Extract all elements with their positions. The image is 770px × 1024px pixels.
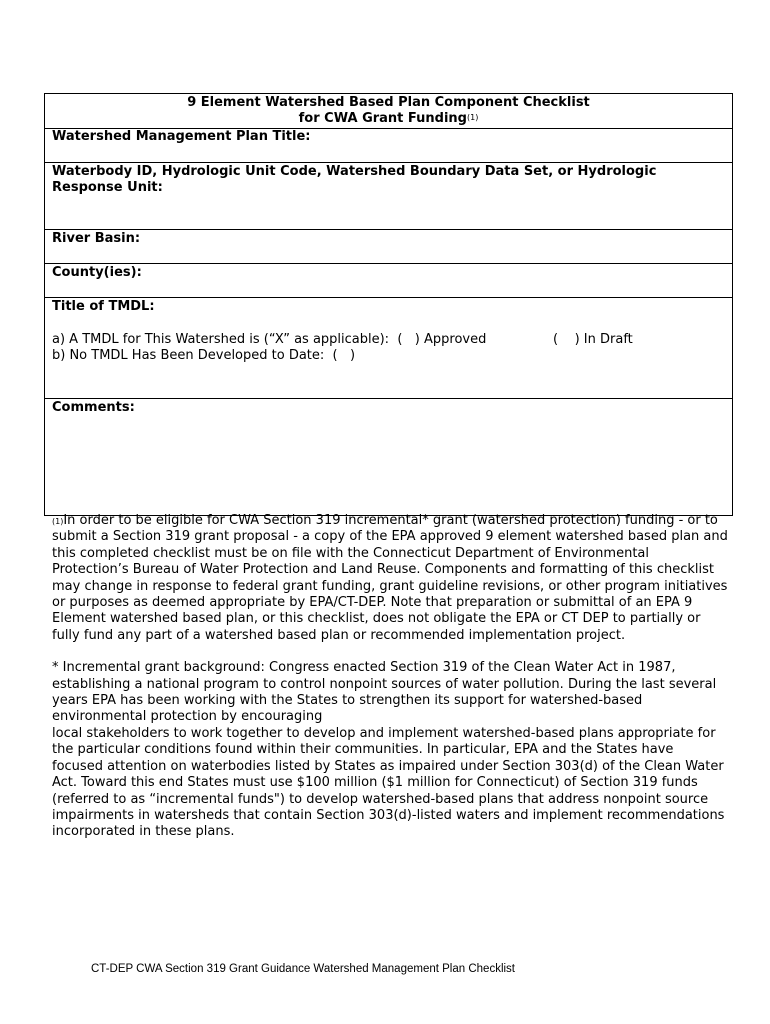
footnote-eligibility bbox=[52, 513, 728, 644]
footnote-marker: (1) bbox=[466, 113, 479, 122]
footnote-marker-ref: (1) bbox=[52, 517, 64, 526]
page-footer: CT-DEP CWA Section 319 Grant Guidance Watershed Management Plan Checklist bbox=[91, 963, 515, 975]
incremental-background-line1: * Incremental grant background: Congress enacted Section 319 of the Clean Water Act in 1987, establishing a national program to control nonpoint sources of water pollution. During the last several years EPA has been working with the States to strengthen its support for watershed-based environmental protection by encouraging bbox=[52, 660, 717, 725]
tmdl-options bbox=[52, 332, 725, 364]
comments-label: Comments: bbox=[52, 400, 135, 415]
river-basin-label: River Basin: bbox=[52, 231, 141, 246]
plan-title-label: Watershed Management Plan Title: bbox=[52, 129, 311, 144]
county-label: County(ies): bbox=[52, 265, 142, 280]
tmdl-section bbox=[45, 297, 732, 398]
waterbody-id-label: Waterbody ID, Hydrologic Unit Code, Watershed Boundary Data Set, or Hydrologic Response Unit: bbox=[52, 164, 657, 195]
checklist-form-table bbox=[44, 93, 733, 516]
river-basin-field[interactable] bbox=[45, 229, 732, 263]
incremental-background bbox=[52, 660, 728, 840]
tmdl-option-a-draft[interactable]: ( ) In Draft bbox=[553, 332, 633, 347]
form-title bbox=[45, 94, 732, 128]
county-field[interactable] bbox=[45, 263, 732, 297]
form-title-line2-text: for CWA Grant Funding bbox=[298, 111, 467, 126]
comments-field[interactable] bbox=[45, 398, 732, 515]
waterbody-id-field[interactable] bbox=[45, 162, 732, 229]
tmdl-option-b[interactable]: b) No TMDL Has Been Developed to Date: ( ) bbox=[52, 348, 356, 363]
footnote-eligibility-text: In order to be eligible for CWA Section 319 incremental* grant (watershed protection) funding - or to submit a Section 319 grant proposal - a copy of the EPA approved 9 element watershed based plan and this completed checklist must be on file with the Connecticut Department of Environmental Protection’s Bureau of Water Protection and Land Reuse. Components and formatting of this checklist may change in response to federal grant funding, grant guideline revisions, or other program initiatives or purposes as deemed appropriate by EPA/CT-DEP. Note that preparation or submittal of an EPA 9 Element watershed based plan, or this checklist, does not obligate the EPA or CT DEP to partially or fully fund any part of a watershed based plan or recommended implementation project. bbox=[52, 513, 728, 643]
footnote bbox=[52, 513, 728, 841]
form-title-line2 bbox=[52, 111, 725, 127]
tmdl-option-a-approved[interactable]: a) A TMDL for This Watershed is (“X” as applicable): ( ) Approved bbox=[52, 332, 487, 347]
incremental-background-line2: local stakeholders to work together to develop and implement watershed-based plans appropriate for the particular conditions found within their communities. In particular, EPA and the States have focused attention on waterbodies listed by States as impaired under Section 303(d) of the Clean Water Act. Toward this end States must use $100 million ($1 million for Connecticut) of Section 319 funds (referred to as “incremental funds") to develop watershed-based plans that address nonpoint source impairments in watersheds that contain Section 303(d)-listed waters and implement recommendations incorporated in these plans. bbox=[52, 725, 725, 840]
plan-title-field[interactable] bbox=[45, 128, 732, 162]
form-title-line1: 9 Element Watershed Based Plan Component Checklist bbox=[187, 95, 590, 110]
tmdl-option-a[interactable] bbox=[52, 332, 725, 348]
tmdl-title-label: Title of TMDL: bbox=[52, 299, 155, 314]
